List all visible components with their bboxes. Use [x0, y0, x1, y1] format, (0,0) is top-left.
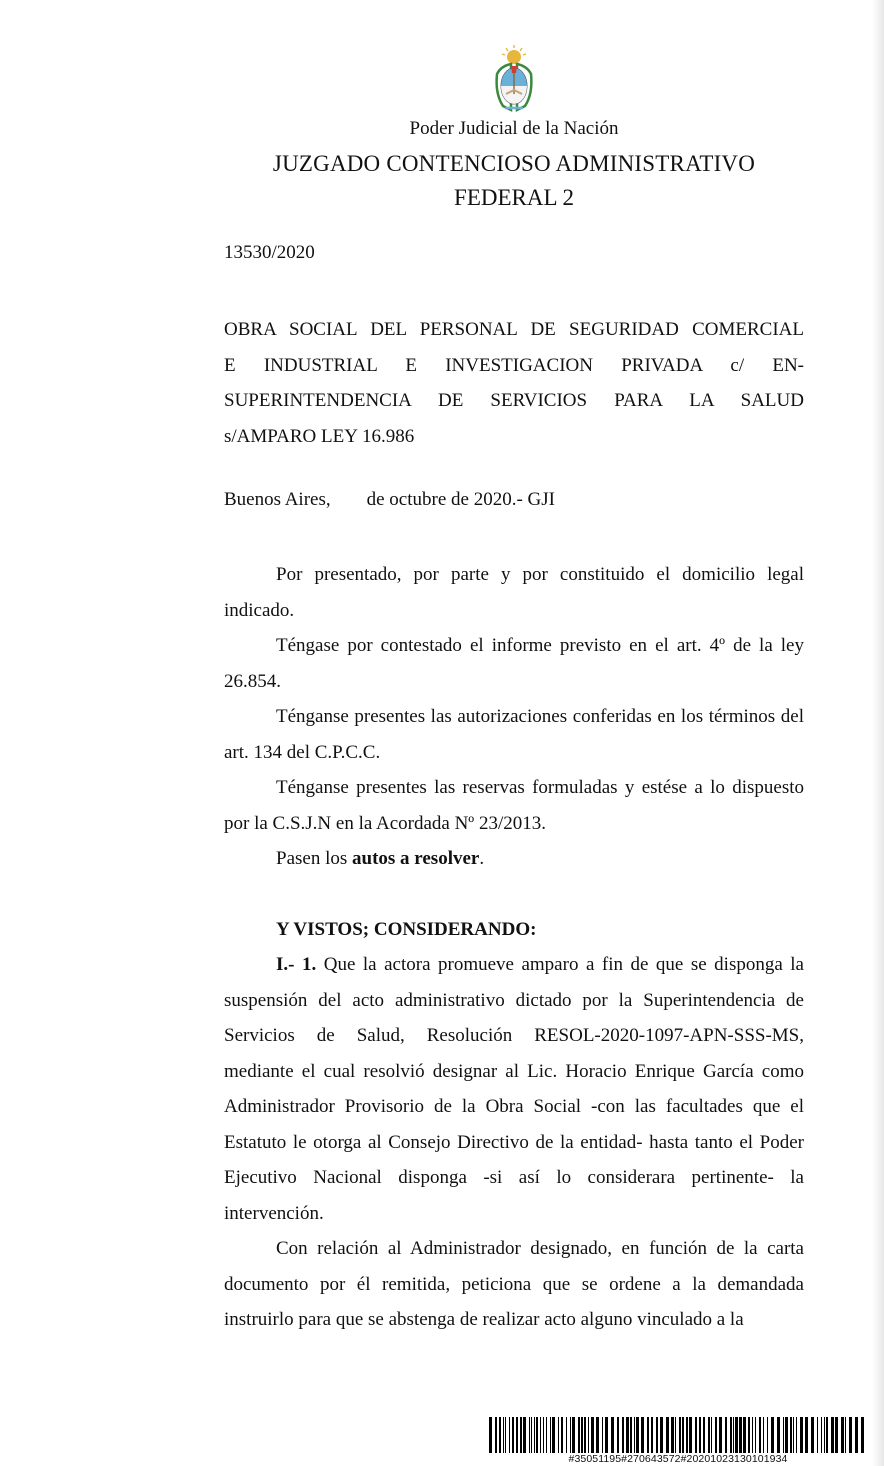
barcode-bar — [711, 1417, 712, 1453]
barcode-bar — [558, 1417, 559, 1453]
case-title-line: SUPERINTENDENCIA DE SERVICIOS PARA LA SALUD — [224, 390, 804, 411]
barcode-bar — [824, 1417, 825, 1453]
barcode-bar — [821, 1417, 822, 1453]
barcode-bar — [611, 1417, 614, 1453]
barcode-bar — [605, 1417, 608, 1453]
barcode-bar — [755, 1417, 756, 1453]
barcode-bar — [536, 1417, 538, 1453]
barcode-bar — [699, 1417, 701, 1453]
barcode-bar — [622, 1417, 624, 1453]
paragraph: Con relación al Administrador designado, en función de la carta documento por él remitida, peticiona que se ordene a la demandada instruirlo para que se abstenga de realizar acto alguno vinculado a la — [224, 1238, 804, 1330]
barcode-number: #35051195#270643572#20201023130101934 — [568, 1453, 788, 1465]
paragraph: Pasen los autos a resolver. — [276, 848, 485, 869]
barcode-bar — [523, 1417, 526, 1453]
barcode-bar — [602, 1417, 603, 1453]
barcode-bar — [596, 1417, 599, 1453]
barcode-bar — [805, 1417, 808, 1453]
barcode-bar — [531, 1417, 532, 1453]
barcode-bar — [752, 1417, 753, 1453]
barcode-bar — [708, 1417, 710, 1453]
barcode-bar — [534, 1417, 535, 1453]
barcode-bar — [793, 1417, 794, 1453]
barcode-bar — [785, 1417, 788, 1453]
barcode-bar — [516, 1417, 518, 1453]
case-title-line: E INDUSTRIAL E INVESTIGACION PRIVADA c/ EN- — [224, 354, 804, 376]
barcode-bar — [719, 1417, 722, 1453]
date-line — [224, 489, 555, 511]
date-text: de octubre de 2020.- GJI — [366, 489, 555, 510]
barcode-bar — [835, 1417, 838, 1453]
institution-name: Poder Judicial de la Nación — [409, 118, 619, 139]
page-edge-shadow — [872, 0, 884, 1466]
case-number: 13530/2020 — [224, 242, 315, 263]
barcode-bar — [570, 1417, 571, 1453]
barcode-bar — [489, 1417, 492, 1453]
barcode-bar — [763, 1417, 764, 1453]
barcode-bar — [656, 1417, 658, 1453]
barcode-bar — [641, 1417, 644, 1453]
barcode-bar — [855, 1417, 858, 1453]
barcode-bar — [695, 1417, 697, 1453]
barcode-bar — [679, 1417, 681, 1453]
case-title — [224, 312, 804, 454]
barcode-bar — [591, 1417, 594, 1453]
barcode-bar — [817, 1417, 818, 1453]
section-number: I.- 1. — [276, 954, 317, 975]
barcode-bar — [841, 1417, 844, 1453]
barcode-bar — [783, 1417, 784, 1453]
barcode-bar — [845, 1417, 846, 1453]
barcode-bar — [572, 1417, 575, 1453]
barcode-bar — [800, 1417, 803, 1453]
barcode-bar — [550, 1417, 551, 1453]
barcode-bar — [771, 1417, 774, 1453]
barcode-bar — [546, 1417, 547, 1453]
barcode-bar — [686, 1417, 688, 1453]
section-heading: Y VISTOS; CONSIDERANDO: — [276, 918, 537, 940]
barcode-bar — [503, 1417, 504, 1453]
barcode-bar — [826, 1417, 828, 1453]
barcode-bar — [660, 1417, 663, 1453]
barcode-bar — [520, 1417, 522, 1453]
court-name-line-1: JUZGADO CONTENCIOSO ADMINISTRATIVO — [272, 151, 756, 176]
barcode-bar — [671, 1417, 674, 1453]
barcode-bar — [733, 1417, 734, 1453]
barcode-bar — [552, 1417, 555, 1453]
barcode-bar — [578, 1417, 580, 1453]
paragraph: Ténganse presentes las autorizaciones conferidas en los términos del art. 134 del C.P.C.C. — [224, 706, 804, 763]
barcode-bar — [540, 1417, 541, 1453]
barcode-bar — [630, 1417, 632, 1453]
barcode-bar — [566, 1417, 567, 1453]
barcode-bar — [512, 1417, 514, 1453]
case-title-line: s/AMPARO LEY 16.986 — [224, 425, 415, 447]
court-name-line-2: FEDERAL 2 — [454, 185, 574, 210]
barcode-bar — [689, 1417, 692, 1453]
barcode — [489, 1417, 867, 1453]
case-title-line: OBRA SOCIAL DEL PERSONAL DE SEGURIDAD COMERCIAL — [224, 319, 804, 340]
barcode-bar — [626, 1417, 629, 1453]
barcode-bar — [495, 1417, 497, 1453]
barcode-bar — [715, 1417, 717, 1453]
barcode-bar — [725, 1417, 727, 1453]
barcode-bar — [636, 1417, 639, 1453]
barcode-bar — [529, 1417, 530, 1453]
resolution-body — [224, 557, 804, 1338]
paragraph: I.- 1. Que la actora promueve amparo a fin de que se disponga la suspensión del acto administrativo dictado por la Superintendencia de Servicios de Salud, Resolución RESOL-2020-1097-APN-SSS-MS, mediante el cual resolvió designar al Lic. Horacio Enrique García como Administrador Provisorio de la Obra Social -con las facultades que el Estatuto le otorga al Consejo Directivo de la entidad- hasta tanto el Poder Ejecutivo Nacional disponga -si así lo considerara pertinente- la intervención. — [224, 954, 804, 1224]
barcode-bar — [675, 1417, 676, 1453]
barcode-bar — [777, 1417, 780, 1453]
barcode-bar — [499, 1417, 501, 1453]
barcode-bar — [739, 1417, 742, 1453]
barcode-bar — [543, 1417, 544, 1453]
paragraph: Por presentado, por parte y por constituido el domicilio legal indicado. — [224, 564, 804, 621]
barcode-bar — [730, 1417, 732, 1453]
paragraph: Ténganse presentes las reservas formuladas y estése a lo dispuesto por la C.S.J.N en la Acordada Nº 23/2013. — [224, 777, 804, 834]
date-place: Buenos Aires, — [224, 489, 331, 510]
barcode-bar — [743, 1417, 746, 1453]
argentina-coat-of-arms-icon — [491, 44, 537, 114]
barcode-bar — [703, 1417, 705, 1453]
barcode-bar — [831, 1417, 834, 1453]
barcode-bar — [617, 1417, 619, 1453]
barcode-bar — [581, 1417, 583, 1453]
barcode-bar — [759, 1417, 761, 1453]
barcode-bar — [849, 1417, 852, 1453]
barcode-bar — [505, 1417, 506, 1453]
barcode-bar — [588, 1417, 589, 1453]
barcode-bar — [861, 1417, 864, 1453]
barcode-bar — [634, 1417, 635, 1453]
bold-phrase: autos a resolver — [352, 848, 480, 869]
barcode-bar — [682, 1417, 684, 1453]
barcode-bar — [735, 1417, 738, 1453]
paragraph: Téngase por contestado el informe previsto en el art. 4º de la ley 26.854. — [224, 635, 804, 692]
barcode-bar — [666, 1417, 669, 1453]
barcode-bar — [647, 1417, 649, 1453]
barcode-bar — [651, 1417, 653, 1453]
barcode-bar — [748, 1417, 750, 1453]
barcode-bar — [767, 1417, 768, 1453]
barcode-bar — [790, 1417, 792, 1453]
barcode-bar — [509, 1417, 510, 1453]
barcode-bar — [796, 1417, 797, 1453]
barcode-bar — [584, 1417, 586, 1453]
barcode-bar — [811, 1417, 814, 1453]
barcode-bar — [561, 1417, 563, 1453]
